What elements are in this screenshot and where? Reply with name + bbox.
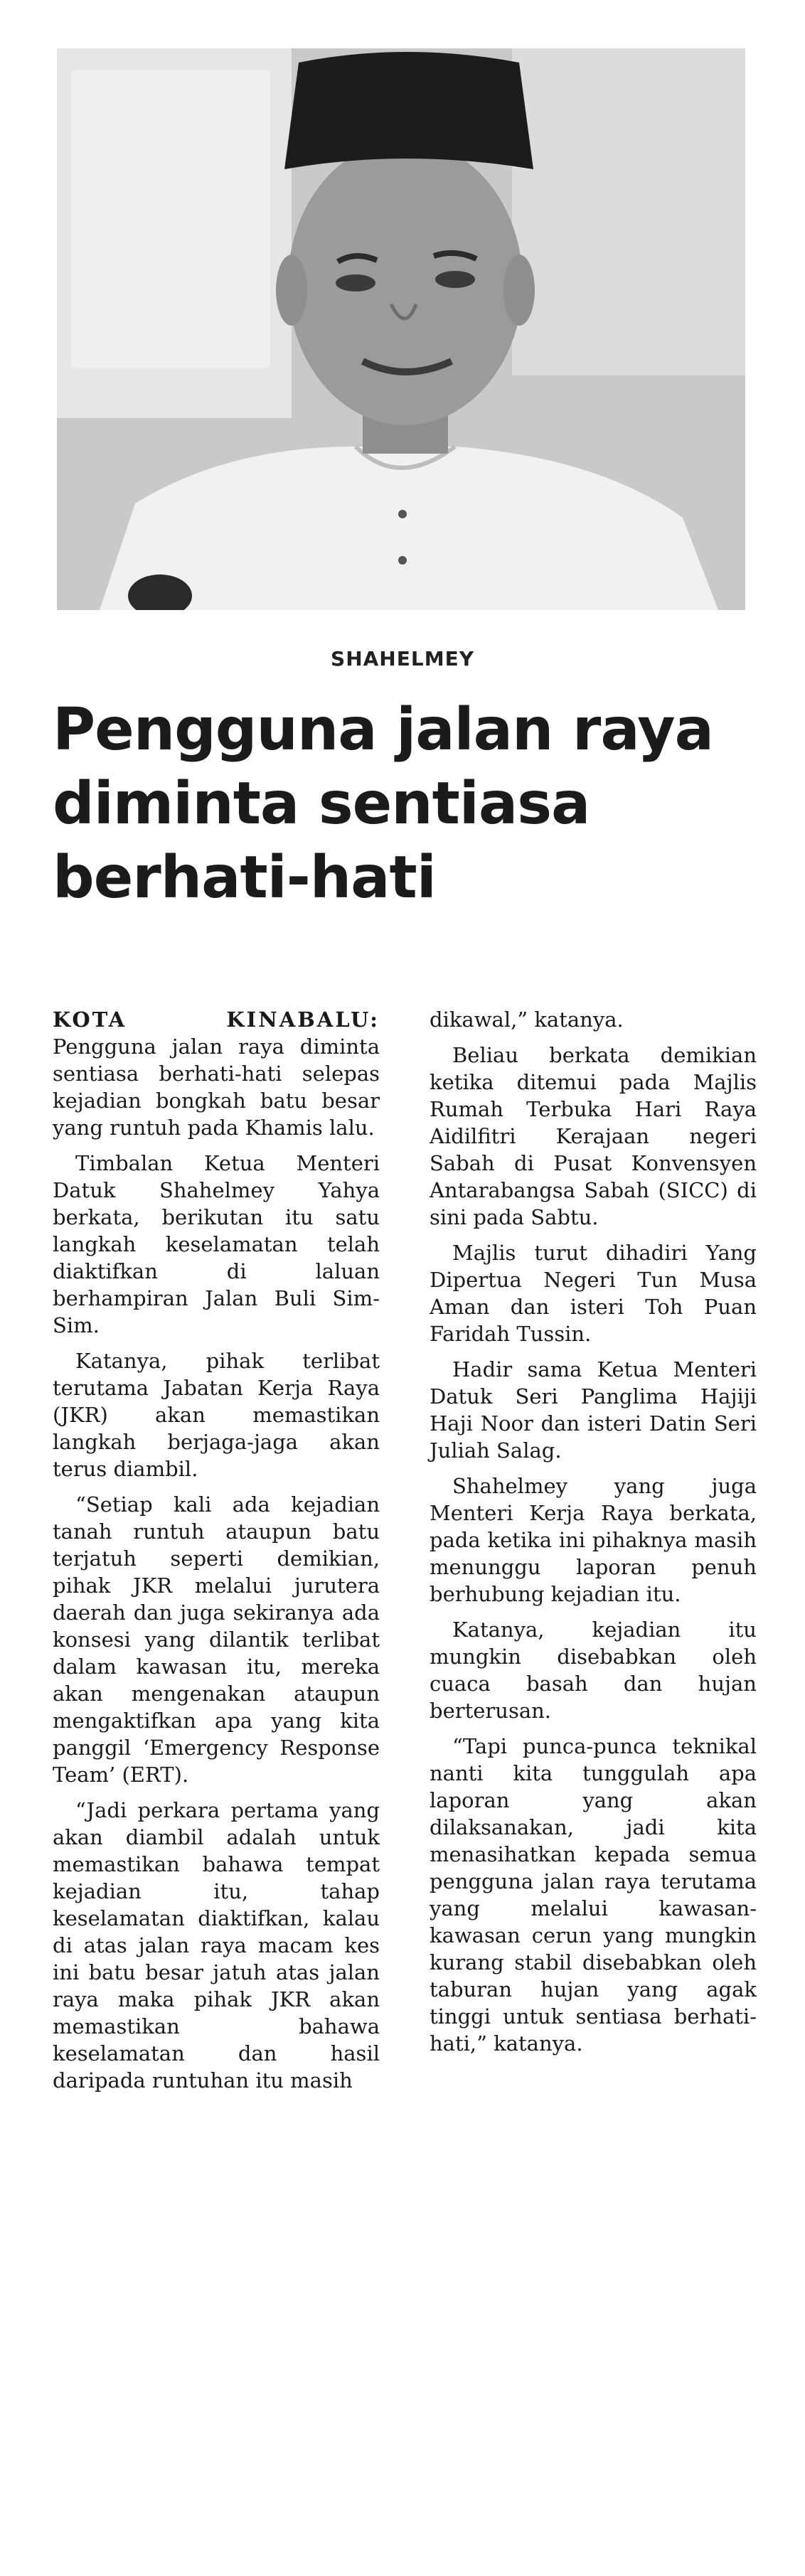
article-paragraph: Katanya, pihak terlibat terutama Jabatan Kerja Raya (JKR) akan memastikan langkah berjaga-jaga akan terus diambil. — [53, 1349, 380, 1481]
paragraph-text: Pengguna jalan raya diminta sentiasa berhati-hati selepas kejadian bongkah batu besar yang runtuh pada Khamis lalu. — [53, 1035, 380, 1140]
article-paragraph: Hadir sama Ketua Menteri Datuk Seri Panglima Hajiji Haji Noor dan isteri Datin Seri Juliah Salag. — [430, 1357, 757, 1463]
dateline: KOTA KINABALU: — [53, 1008, 380, 1032]
article-paragraph: Timbalan Ketua Menteri Datuk Shahelmey Yahya berkata, berikutan itu satu langkah keselamatan telah diaktifkan di laluan berhampiran Jalan Buli Sim-Sim. — [53, 1151, 380, 1337]
article-column-right — [430, 1006, 757, 2549]
article-paragraph: Shahelmey yang juga Menteri Kerja Raya berkata, pada ketika ini pihaknya masih menunggu laporan penuh berhubung kejadian itu. — [430, 1474, 757, 1606]
headline — [53, 693, 757, 915]
article-paragraph: “Setiap kali ada kejadian tanah runtuh ataupun batu terjatuh seperti demikian, pihak JKR melalui jurutera daerah dan juga sekiranya ada konsesi yang dilantik terlibat dalam kawasan itu, mereka akan mengenakan ataupun mengaktifkan apa yang kita panggil ‘Emergency Response Team’ (ERT). — [53, 1492, 380, 1787]
headline-line: Pengguna jalan raya — [53, 696, 713, 764]
article-paragraph: Beliau berkata demikian ketika ditemui pada Majlis Rumah Terbuka Hari Raya Aidilfitri Kerajaan negeri Sabah di Pusat Konvensyen Antarabangsa Sabah (SICC) di sini pada Sabtu. — [430, 1043, 757, 1229]
article-paragraph: “Jadi perkara pertama yang akan diambil adalah untuk memastikan bahawa tempat kejadian itu, tahap keselamatan diaktifkan, kalau di atas jalan raya macam kes ini batu besar jatuh atas jalan raya maka pihak JKR akan memastikan bahawa keselamatan dan hasil daripada runtuhan itu masih — [53, 1798, 380, 2093]
photo-caption: SHAHELMEY — [331, 647, 474, 670]
headline-line: diminta sentiasa — [53, 770, 590, 838]
article-body — [53, 1006, 757, 2549]
article-photo — [57, 48, 745, 610]
article-paragraph: “Tapi punca-punca teknikal nanti kita tunggulah apa laporan yang akan dilaksanakan, jadi kita menasihatkan kepada semua pengguna jalan raya terutama yang melalui kawasan-kawasan cerun yang mungkin kurang stabil disebabkan oleh taburan hujan yang agak tinggi untuk sentiasa berhati-hati,” katanya. — [430, 1734, 757, 2056]
article-paragraph: Katanya, kejadian itu mungkin disebabkan oleh cuaca basah dan hujan berterusan. — [430, 1618, 757, 1723]
article-column-left — [53, 1006, 380, 2549]
article-paragraph: dikawal,” katanya. — [430, 1008, 624, 1032]
article-paragraph — [53, 1006, 380, 1141]
portrait-illustration — [57, 48, 745, 610]
article-paragraph: Majlis turut dihadiri Yang Dipertua Negeri Tun Musa Aman dan isteri Toh Puan Faridah Tussin. — [430, 1241, 757, 1346]
headline-line: berhati-hati — [53, 844, 436, 912]
